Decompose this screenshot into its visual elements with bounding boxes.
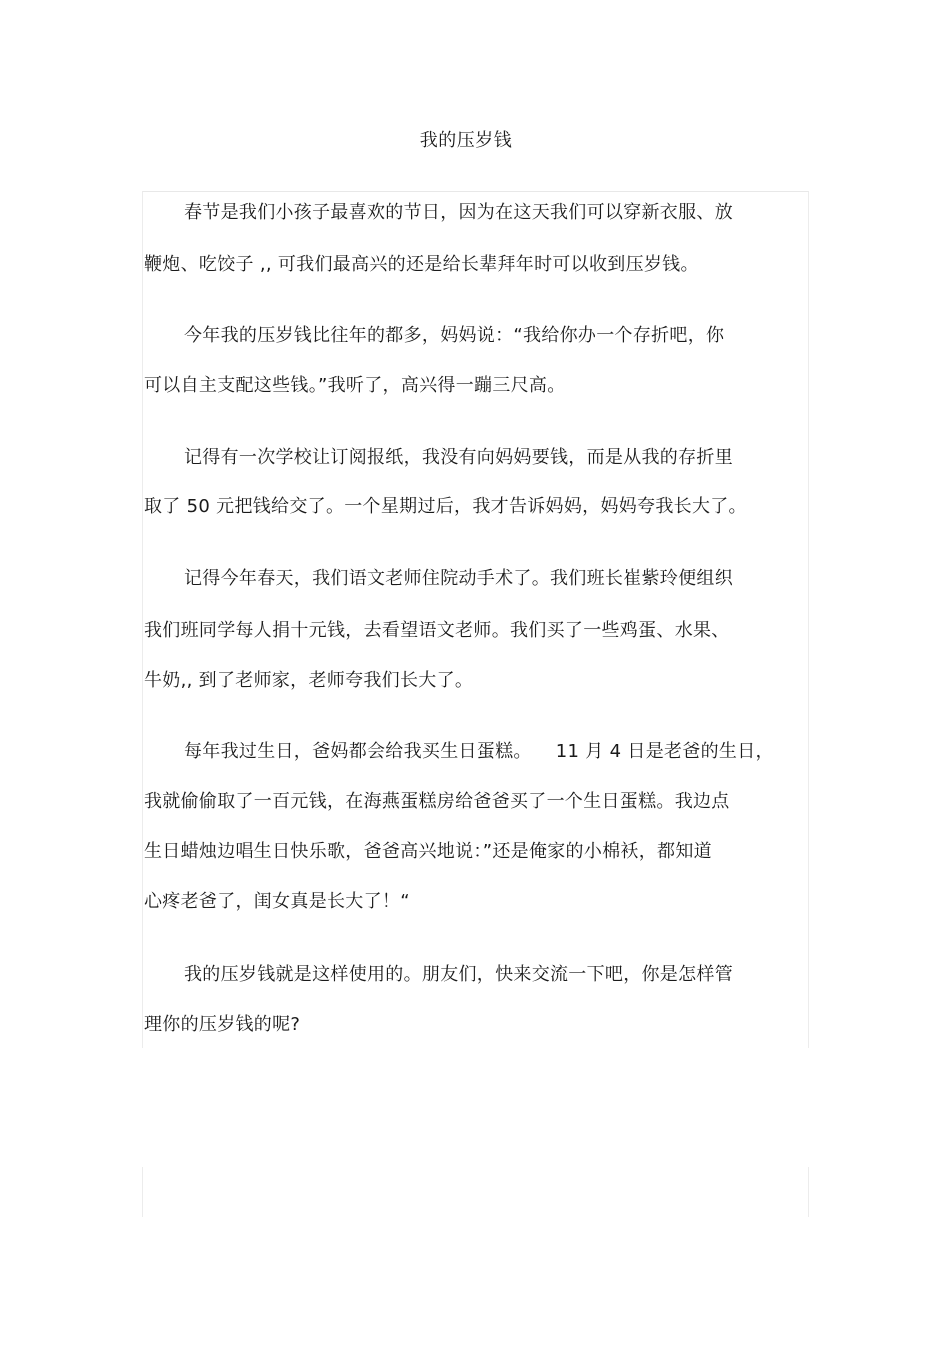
- paragraph-2-line-2: 可以自主支配这些钱。”我听了，高兴得一蹦三尺高。: [144, 375, 566, 396]
- paragraph-5-line-1: 每年我过生日，爸妈都会给我买生日蛋糕。 11 月 4 日是老爸的生日，: [184, 741, 774, 762]
- paragraph-4-line-2: 我们班同学每人捐十元钱，去看望语文老师。我们买了一些鸡蛋、水果、: [144, 620, 730, 641]
- paragraph-6-line-1: 我的压岁钱就是这样使用的。朋友们，快来交流一下吧，你是怎样管: [184, 964, 733, 985]
- paragraph-6-line-2: 理你的压岁钱的呢?: [144, 1014, 301, 1035]
- paragraph-1-line-1: 春节是我们小孩子最喜欢的节日，因为在这天我们可以穿新衣服、放: [184, 202, 733, 223]
- paragraph-3-line-1: 记得有一次学校让订阅报纸，我没有向妈妈要钱，而是从我的存折里: [184, 447, 733, 468]
- content-frame-continuation: [142, 1167, 809, 1217]
- paragraph-5-line-4: 心疼老爸了，闺女真是长大了！“: [144, 891, 410, 912]
- paragraph-5-line-3: 生日蜡烛边唱生日快乐歌，爸爸高兴地说：”还是俺家的小棉袄，都知道: [144, 841, 712, 862]
- paragraph-1-line-2: 鞭炮、吃饺子 ,, 可我们最高兴的还是给长辈拜年时可以收到压岁钱。: [144, 254, 699, 275]
- paragraph-5-line-2: 我就偷偷取了一百元钱，在海燕蛋糕房给爸爸买了一个生日蛋糕。我边点: [144, 791, 730, 812]
- paragraph-2-line-1: 今年我的压岁钱比往年的都多，妈妈说：“我给你办一个存折吧，你: [184, 325, 725, 346]
- paragraph-4-line-1: 记得今年春天，我们语文老师住院动手术了。我们班长崔紫玲便组织: [184, 568, 733, 589]
- document-title: 我的压岁钱: [419, 130, 513, 151]
- paragraph-4-line-3: 牛奶,, 到了老师家，老师夸我们长大了。: [144, 670, 474, 691]
- paragraph-3-line-2: 取了 50 元把钱给交了。一个星期过后，我才告诉妈妈，妈妈夸我长大了。: [144, 496, 747, 517]
